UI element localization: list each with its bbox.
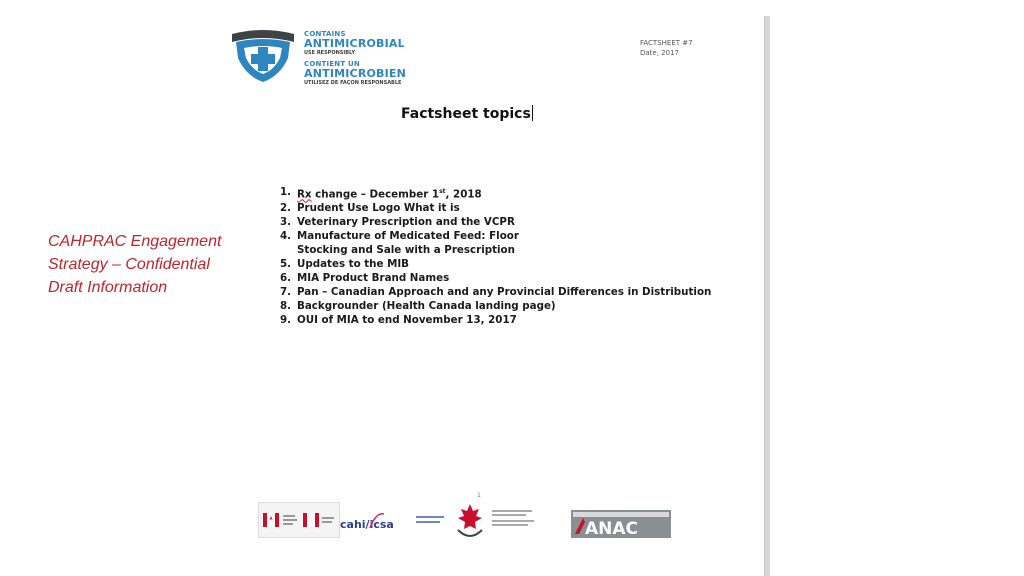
cahi-logo-text: cahi/icsa [340, 518, 394, 531]
sponsor-logo-1 [258, 502, 340, 538]
sponsor-logo-3 [452, 502, 560, 546]
list-item [280, 201, 750, 215]
list-item [280, 185, 750, 201]
canada-flag-icon [259, 503, 339, 537]
list-item-text-part: change – December 1 [311, 188, 440, 201]
list-item [280, 271, 750, 285]
logo-fr-line-1: CONTIENT UN [304, 60, 360, 68]
list-item-number: 6. [280, 272, 292, 285]
sponsor-logo-2 [340, 508, 450, 538]
list-item-text [297, 185, 750, 201]
spellcheck-word: Rx [297, 188, 312, 201]
list-item [280, 257, 750, 271]
side-note [48, 230, 248, 299]
side-note-line-1: CAHPRAC Engagement [48, 233, 222, 250]
list-item-text: MIA Product Brand Names [297, 272, 450, 285]
list-item [280, 215, 750, 229]
page-title-text: Factsheet topics [401, 106, 531, 122]
list-item-number: 5. [280, 258, 292, 271]
side-note-line-3: Draft Information [48, 279, 168, 296]
list-item-text: Prudent Use Logo What it is [297, 202, 460, 215]
list-item-number: 7. [280, 286, 292, 299]
list-item-number: 8. [280, 300, 292, 313]
list-item [280, 299, 750, 313]
list-item-number: 2. [280, 202, 292, 215]
cahi-logo-icon [340, 508, 450, 534]
logo-en-line-2: ANTIMICROBIAL [304, 37, 405, 50]
logo-en-line-1: CONTAINS [304, 30, 346, 38]
sponsor-logo-4 [571, 510, 671, 542]
factsheet-meta [640, 38, 693, 58]
list-item-text: Veterinary Prescription and the VCPR [297, 216, 515, 229]
page-edge-divider [764, 16, 770, 576]
list-item-text-part: , 2018 [445, 188, 482, 201]
list-item [280, 285, 750, 299]
logo-fr-line-3: UTILISEZ DE FAÇON RESPONSABLE [304, 80, 402, 86]
list-item-text: Backgrounder (Health Canada landing page) [297, 300, 556, 313]
list-item-number: 3. [280, 216, 292, 229]
list-item-number: 9. [280, 314, 292, 327]
anac-logo-text: ANAC [585, 519, 639, 538]
page-number: 1 [477, 492, 481, 499]
list-item-text: Updates to the MIB [297, 258, 409, 271]
cvma-maple-leaf-icon [452, 502, 560, 542]
page-title [401, 105, 533, 122]
anac-logo-icon [571, 510, 671, 538]
list-item-text: Pan – Canadian Approach and any Provincial Differences in Distribution [297, 286, 712, 299]
factsheet-date: Date, 2017 [640, 49, 679, 57]
antimicrobial-logo-icon [228, 28, 298, 84]
logo-wordmark [304, 30, 406, 87]
logo-fr-line-2: ANTIMICROBIEN [304, 67, 407, 80]
text-caret [532, 105, 533, 121]
topic-list [280, 185, 750, 327]
superscript: st [439, 188, 446, 195]
list-item [280, 229, 750, 257]
list-item-text: Manufacture of Medicated Feed: Floor Stocking and Sale with a Prescription [297, 230, 519, 257]
side-note-line-2: Strategy – Confidential [48, 256, 210, 273]
list-item [280, 313, 750, 327]
logo-en-line-3: USE RESPONSIBLY [304, 50, 356, 56]
list-item-number: 1. [280, 186, 292, 198]
factsheet-number: FACTSHEET #7 [640, 39, 693, 47]
list-item-text: OUI of MIA to end November 13, 2017 [297, 314, 517, 327]
list-item-number: 4. [280, 230, 292, 243]
